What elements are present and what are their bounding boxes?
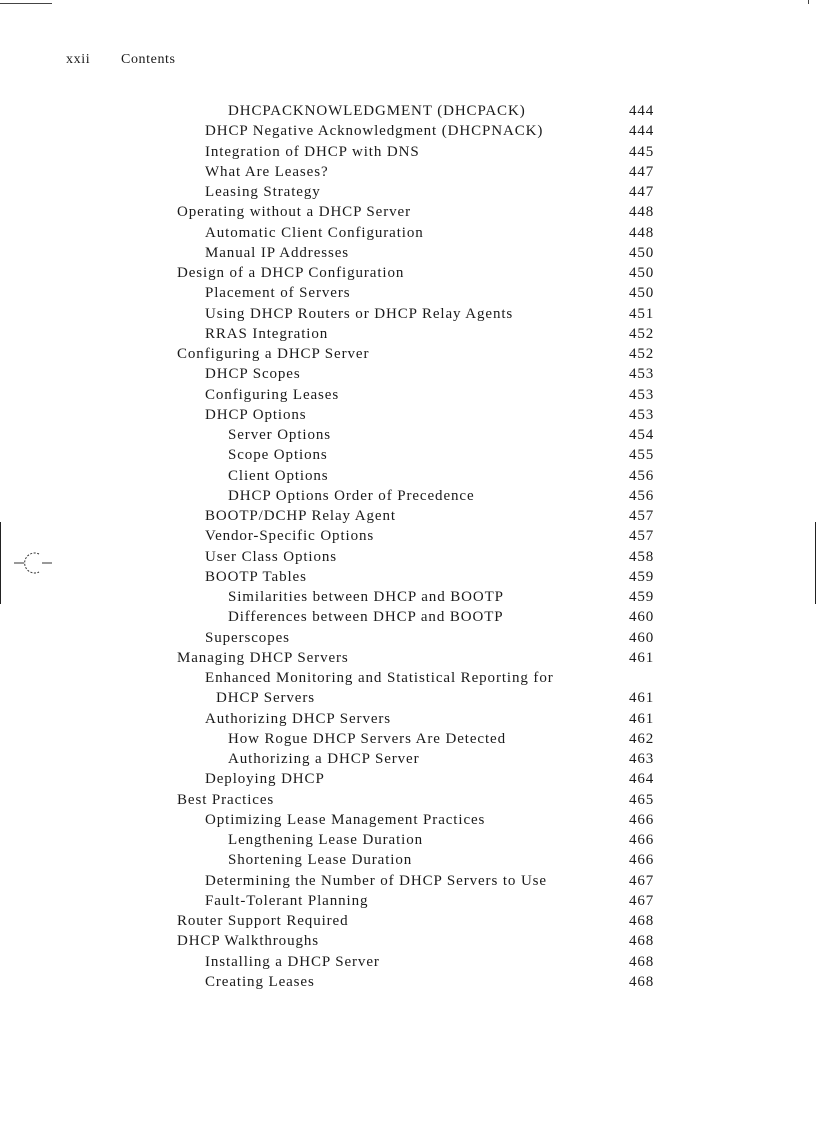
toc-entry-title-text: Determining the Number of DHCP Servers to Use <box>205 872 547 889</box>
toc-entry-title-text: DHCP Walkthroughs <box>177 933 320 950</box>
toc-entry[interactable] <box>0 628 816 648</box>
toc-entry-title <box>205 810 625 830</box>
toc-entry-page-number: 466 <box>629 852 655 869</box>
toc-entry-title <box>228 486 648 506</box>
toc-entry-page-number: 445 <box>629 143 655 160</box>
toc-entry[interactable] <box>0 405 816 425</box>
toc-entry-title <box>228 101 648 121</box>
toc-entry-page-number: 466 <box>629 832 655 848</box>
toc-entry-title-text: Authorizing DHCP Servers <box>205 710 392 727</box>
toc-entry-page-number: 468 <box>629 953 655 970</box>
toc-entry-title-text: Scope Options <box>228 447 328 464</box>
toc-entry-title-text: DHCP Negative Acknowledgment (DHCPNACK) <box>205 123 544 140</box>
toc-entry-title <box>177 648 597 668</box>
toc-entry-page-number: 467 <box>629 872 655 889</box>
toc-entry-title-text: Automatic Client Configuration <box>205 224 424 241</box>
toc-entry-title-text: What Are Leases? <box>205 163 329 180</box>
toc-entry-title-text: Configuring a DHCP Server <box>177 346 370 362</box>
toc-entry-page-number: 450 <box>629 244 655 261</box>
toc-entry[interactable] <box>0 709 816 729</box>
toc-entry-title <box>205 405 625 425</box>
toc-entry[interactable] <box>0 587 816 607</box>
toc-entry-page-number: 453 <box>629 386 655 403</box>
toc-entry-title <box>205 628 625 648</box>
toc-entry-title <box>205 121 625 141</box>
toc-entry[interactable] <box>0 931 816 951</box>
toc-entry[interactable] <box>0 506 816 526</box>
toc-entry-page-number: 464 <box>629 771 655 788</box>
toc-entry-page-number: 448 <box>629 204 655 221</box>
toc-entry[interactable] <box>0 162 816 182</box>
toc-entry-title <box>205 283 625 303</box>
toc-entry[interactable] <box>0 547 816 567</box>
toc-entry-page-number: 462 <box>629 730 655 747</box>
toc-entry-title <box>228 830 648 850</box>
toc-entry-title-text: DHCP Scopes <box>205 366 301 383</box>
toc-entry-page-number: 444 <box>629 103 655 119</box>
toc-entry-title <box>205 364 625 384</box>
toc-entry-title <box>177 931 597 951</box>
toc-entry-title <box>205 142 625 162</box>
toc-entry-title-text: Authorizing a DHCP Server <box>228 751 420 767</box>
toc-entry-title-text: Superscopes <box>205 629 290 646</box>
toc-entry-title-text: Lengthening Lease Duration <box>228 832 424 848</box>
toc-entry-title-text: Fault-Tolerant Planning <box>205 892 369 909</box>
toc-entry[interactable] <box>0 223 816 243</box>
toc-entry-title <box>177 202 597 222</box>
toc-entry-title-text: BOOTP/DCHP Relay Agent <box>205 508 396 524</box>
toc-entry-page-number: 468 <box>629 973 655 990</box>
toc-entry-title-text: Managing DHCP Servers <box>177 649 349 666</box>
toc-entry-page-number: 456 <box>629 487 655 504</box>
toc-entry-title-text: Client Options <box>228 467 329 484</box>
toc-entry-title-text: Vendor-Specific Options <box>205 528 375 545</box>
toc-entry[interactable] <box>0 364 816 384</box>
toc-entry-page-number: 468 <box>629 933 655 950</box>
toc-entry[interactable] <box>0 466 816 486</box>
toc-entry[interactable] <box>0 263 816 283</box>
toc-entry[interactable] <box>0 729 816 749</box>
toc-entry-page-number: 452 <box>629 325 655 342</box>
toc-entry-title-text: Manual IP Addresses <box>205 244 350 261</box>
toc-entry-title-continuation: DHCP Servers <box>216 690 315 707</box>
toc-entry-page-number: 453 <box>629 406 655 423</box>
toc-entry-title <box>205 506 625 526</box>
toc-entry-title-text: Router Support Required <box>177 913 349 929</box>
toc-entry-page-number: 448 <box>629 224 655 241</box>
toc-entry-title <box>205 526 625 546</box>
toc-entry-title-text: Best Practices <box>177 791 275 808</box>
toc-entry-title-text: Using DHCP Routers or DHCP Relay Agents <box>205 305 514 322</box>
toc-entry-page-number: 447 <box>629 184 655 200</box>
toc-entry-title-text: User Class Options <box>205 548 338 565</box>
running-head-section: Contents <box>121 52 176 67</box>
toc-entry-page-number: 461 <box>629 649 655 666</box>
toc-entry-title <box>205 891 625 911</box>
toc-entry-title-text: Design of a DHCP Configuration <box>177 265 405 281</box>
toc-entry-title <box>205 243 625 263</box>
toc-entry[interactable] <box>0 810 816 830</box>
toc-entry-title <box>228 466 648 486</box>
toc-entry[interactable] <box>0 749 816 769</box>
toc-entry-title <box>205 162 625 182</box>
toc-entry-page-number: 459 <box>629 589 655 605</box>
toc-entry[interactable] <box>0 324 816 344</box>
toc-entry[interactable] <box>0 911 816 931</box>
toc-entry[interactable] <box>0 344 816 364</box>
toc-entry[interactable] <box>0 850 816 870</box>
toc-entry[interactable] <box>0 891 816 911</box>
toc-entry-title-text: Leasing Strategy <box>205 184 321 200</box>
toc-entry[interactable] <box>0 445 816 465</box>
toc-entry-title <box>205 972 625 992</box>
toc-entry-page-number: 453 <box>629 366 655 383</box>
toc-entry[interactable] <box>0 283 816 303</box>
toc-entry-title-text: Installing a DHCP Server <box>205 953 380 970</box>
toc-entry-title <box>177 911 597 931</box>
toc-entry-title-text: Deploying DHCP <box>205 771 325 788</box>
crop-mark-top-left <box>0 3 52 4</box>
toc-entry-title-text: Shortening Lease Duration <box>228 852 413 869</box>
toc-entry-title <box>205 223 625 243</box>
toc-entry-title <box>228 729 648 749</box>
toc-entry-title-text: How Rogue DHCP Servers Are Detected <box>228 730 506 747</box>
toc-entry-title <box>205 952 625 972</box>
toc-entry-title <box>205 304 625 324</box>
toc-entry-title-text: Similarities between DHCP and BOOTP <box>228 589 504 605</box>
toc-entry-title-text: Integration of DHCP with DNS <box>205 143 420 160</box>
toc-entry-title <box>205 547 625 567</box>
toc-entry[interactable] <box>0 871 816 891</box>
toc-entry-title <box>205 324 625 344</box>
toc-entry[interactable] <box>0 790 816 810</box>
toc-entry-page-number: 450 <box>629 285 655 302</box>
toc-entry-title-text: Creating Leases <box>205 973 315 990</box>
toc-entry-page-number: 466 <box>629 811 655 828</box>
toc-entry[interactable] <box>0 142 816 162</box>
toc-entry[interactable] <box>0 182 816 202</box>
toc-entry[interactable] <box>0 567 816 587</box>
toc-entry-title <box>205 871 625 891</box>
toc-entry-title-text: DHCP Options <box>205 406 307 423</box>
toc-entry[interactable] <box>0 648 816 668</box>
toc-entry-title <box>205 567 625 587</box>
page-folio: xxii <box>66 52 91 67</box>
toc-entry-page-number: 458 <box>629 548 655 565</box>
toc-entry-title-text: DHCPACKNOWLEDGMENT (DHCPACK) <box>228 103 526 119</box>
toc-entry[interactable] <box>0 101 816 121</box>
toc-entry-page-number: 460 <box>629 609 655 626</box>
toc-entry[interactable] <box>0 972 816 992</box>
toc-entry-page-number: 452 <box>629 346 655 362</box>
toc-entry[interactable] <box>0 668 816 709</box>
toc-entry[interactable] <box>0 304 816 324</box>
toc-entry-page-number: 468 <box>629 913 655 929</box>
toc-entry-title <box>205 668 605 709</box>
toc-entry-page-number: 461 <box>629 710 655 727</box>
toc-entry-page-number: 465 <box>629 791 655 808</box>
toc-entry-title-text: Optimizing Lease Management Practices <box>205 811 486 828</box>
toc-entry[interactable] <box>0 526 816 546</box>
toc-entry-title-text: Enhanced Monitoring and Statistical Reporting for <box>205 670 554 686</box>
toc-entry[interactable] <box>0 486 816 506</box>
crop-mark-top-right <box>808 0 809 4</box>
toc-entry-page-number: 447 <box>629 163 655 180</box>
toc-entry-page-number: 459 <box>629 568 655 585</box>
toc-entry-title-text: Configuring Leases <box>205 386 340 403</box>
toc-entry-page-number: 461 <box>629 690 655 707</box>
toc-entry-title <box>228 850 648 870</box>
toc-entry-page-number: 467 <box>629 892 655 909</box>
toc-entry-title-text: Placement of Servers <box>205 285 351 302</box>
toc-entry[interactable] <box>0 769 816 789</box>
toc-entry[interactable] <box>0 385 816 405</box>
toc-entry-page-number: 450 <box>629 265 655 281</box>
toc-entry-title-text: BOOTP Tables <box>205 568 307 585</box>
toc-entry[interactable] <box>0 202 816 222</box>
toc-entry-page-number: 451 <box>629 305 655 322</box>
toc-entry-page-number: 455 <box>629 447 655 464</box>
toc-entry-title <box>228 749 648 769</box>
toc-entry[interactable] <box>0 830 816 850</box>
toc-entry[interactable] <box>0 607 816 627</box>
toc-entry-title <box>177 344 597 364</box>
toc-entry-title-text: Operating without a DHCP Server <box>177 204 411 221</box>
toc-entry-title <box>228 425 648 445</box>
toc-entry-title <box>228 587 648 607</box>
toc-entry-title <box>205 769 625 789</box>
toc-entry[interactable] <box>0 952 816 972</box>
toc-entry-title-text: Server Options <box>228 427 332 443</box>
toc-entry-title <box>205 182 625 202</box>
toc-entry-title <box>177 263 597 283</box>
toc-entry-title <box>177 790 597 810</box>
toc-entry-title-text: RRAS Integration <box>205 325 329 342</box>
toc-entry-page-number: 460 <box>629 629 655 646</box>
toc-entry-page-number: 463 <box>629 751 655 767</box>
toc-entry-title-text: DHCP Options Order of Precedence <box>228 487 475 504</box>
toc-entry-title <box>228 607 648 627</box>
toc-list <box>0 101 816 992</box>
toc-entry-title-text: Differences between DHCP and BOOTP <box>228 609 504 626</box>
toc-entry-title <box>205 709 625 729</box>
toc-entry-title <box>205 385 625 405</box>
toc-entry-page-number: 456 <box>629 467 655 484</box>
toc-entry[interactable] <box>0 243 816 263</box>
toc-entry-page-number: 457 <box>629 508 655 524</box>
toc-entry-page-number: 454 <box>629 427 655 443</box>
toc-entry-title <box>228 445 648 465</box>
toc-entry[interactable] <box>0 121 816 141</box>
running-head <box>66 52 176 68</box>
toc-entry-page-number: 444 <box>629 123 655 140</box>
toc-entry[interactable] <box>0 425 816 445</box>
toc-entry-page-number: 457 <box>629 528 655 545</box>
